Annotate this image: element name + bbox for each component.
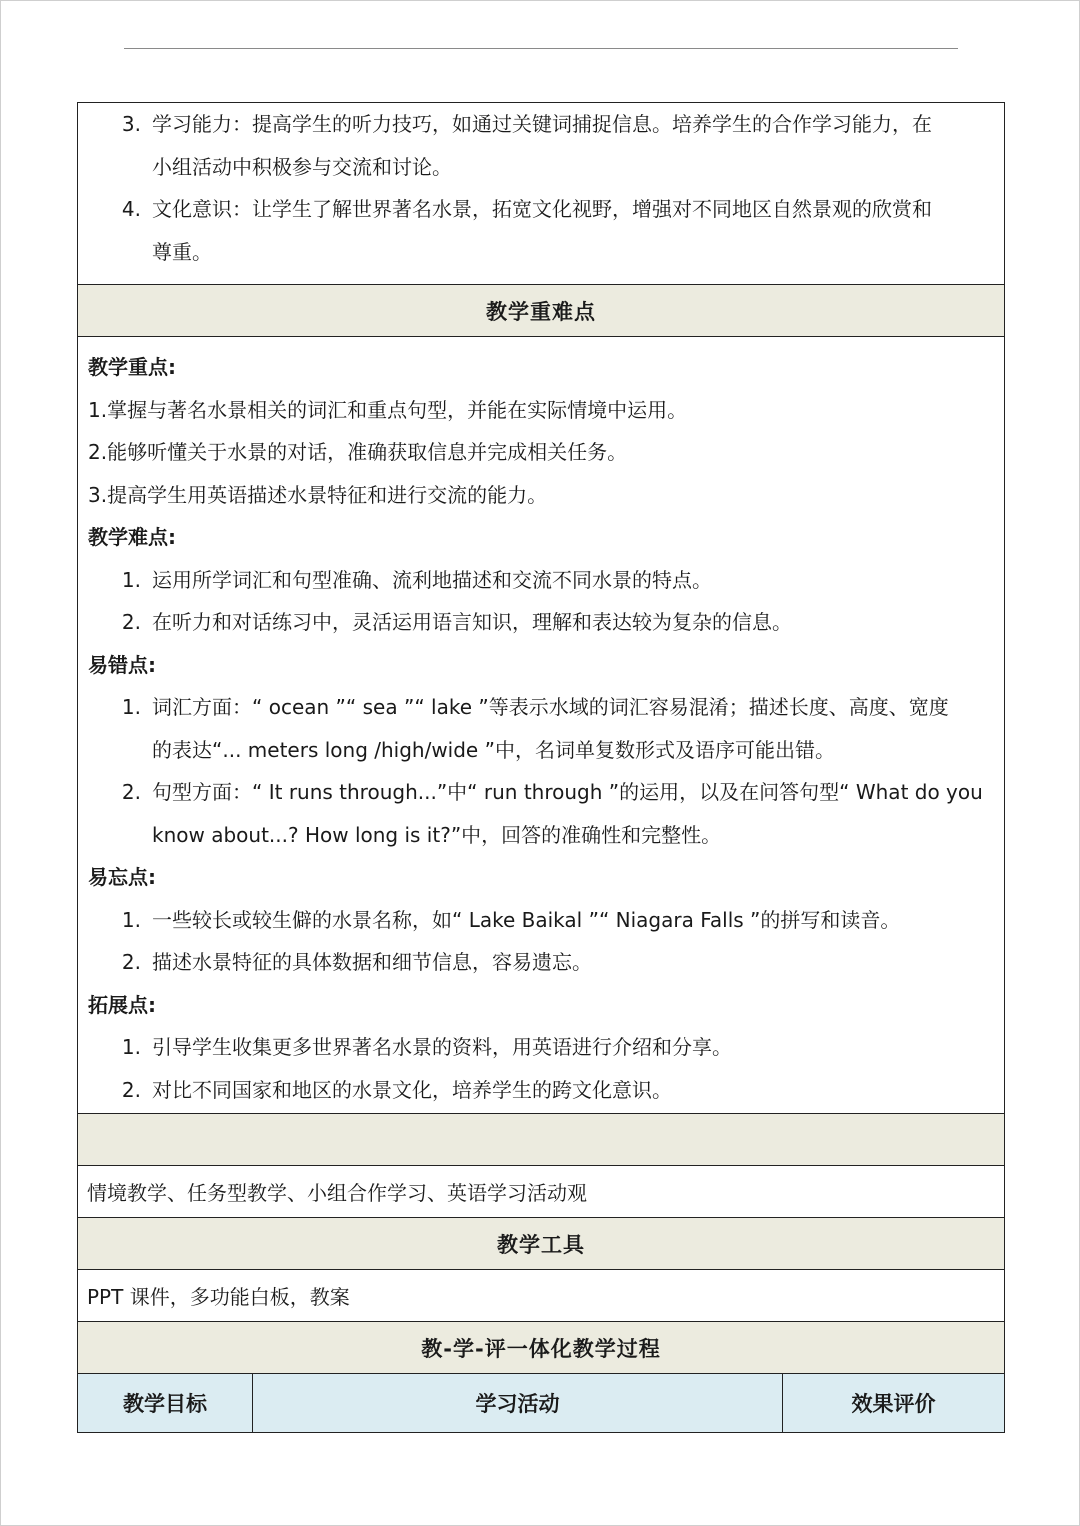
objective-text: 学习能力：提高学生的听力技巧，如通过关键词捕捉信息。培养学生的合作学习能力，在 xyxy=(152,112,932,136)
difficulty-item: 2. 在听力和对话练习中，灵活运用语言知识，理解和表达较为复杂的信息。 xyxy=(121,610,792,634)
column-objectives: 教学目标 xyxy=(123,1392,207,1416)
methods-header xyxy=(78,1114,1004,1166)
tools-text: PPT 课件，多功能白板，教案 xyxy=(78,1270,1004,1322)
error-item-cont: 的表达“... meters long /high/wide ”中，名词单复数形式及语序可能出错。 xyxy=(152,737,835,762)
key-points-cell xyxy=(78,337,1004,1114)
objectives-cell xyxy=(78,103,1004,285)
objective-number: 3. xyxy=(121,112,141,136)
objective-text: 文化意识：让学生了解世界著名水景，拓宽文化视野，增强对不同地区自然景观的欣赏和 xyxy=(152,197,932,221)
difficulty-title: 教学难点: xyxy=(88,525,176,549)
error-item-cont: know about...? How long is it?”中，回答的准确性和完整性。 xyxy=(152,822,722,847)
objective-number: 4. xyxy=(121,197,141,221)
focus-item: 2.能够听懂关于水景的对话，准确获取信息并完成相关任务。 xyxy=(88,440,628,464)
header-rule xyxy=(124,48,958,49)
objective-item xyxy=(88,188,994,231)
lesson-plan-table xyxy=(77,102,1005,1433)
forget-title: 易忘点: xyxy=(88,865,156,889)
objective-text-cont: 小组活动中积极参与交流和讨论。 xyxy=(152,154,452,179)
objective-text-cont: 尊重。 xyxy=(152,239,212,264)
error-item: 2. 句型方面：“ It runs through...”中“ run through ”的运用，以及在问答句型“ What do you xyxy=(121,780,983,804)
objective-item xyxy=(88,103,994,146)
error-title: 易错点: xyxy=(88,652,156,677)
methods-text: 情境教学、任务型教学、小组合作学习、英语学习活动观 xyxy=(78,1166,1004,1218)
column-activities: 学习活动 xyxy=(252,1374,782,1432)
tools-header: 教学工具 xyxy=(78,1218,1004,1270)
focus-title: 教学重点: xyxy=(88,355,176,379)
key-points-header: 教学重难点 xyxy=(78,285,1004,337)
difficulty-item: 1. 运用所学词汇和句型准确、流利地描述和交流不同水景的特点。 xyxy=(121,567,712,592)
focus-item: 1.掌握与著名水景相关的词汇和重点句型，并能在实际情境中运用。 xyxy=(88,397,688,422)
extend-item: 2. 对比不同国家和地区的水景文化，培养学生的跨文化意识。 xyxy=(121,1077,672,1102)
column-evaluation: 效果评价 xyxy=(782,1374,1004,1432)
forget-item: 2. 描述水景特征的具体数据和细节信息，容易遗忘。 xyxy=(121,950,592,974)
error-item: 1. 词汇方面：“ ocean ”“ sea ”“ lake ”等表示水域的词汇容易混淆；描述长度、高度、宽度 xyxy=(121,695,949,719)
process-header: 教-学-评一体化教学过程 xyxy=(78,1322,1004,1374)
extend-item: 1. 引导学生收集更多世界著名水景的资料，用英语进行介绍和分享。 xyxy=(121,1035,732,1059)
extend-title: 拓展点: xyxy=(88,992,156,1017)
forget-item: 1. 一些较长或较生僻的水景名称，如“ Lake Baikal ”“ Niagara Falls ”的拼写和读音。 xyxy=(121,907,901,932)
focus-item: 3.提高学生用英语描述水景特征和进行交流的能力。 xyxy=(88,482,548,507)
process-columns xyxy=(78,1374,1004,1432)
